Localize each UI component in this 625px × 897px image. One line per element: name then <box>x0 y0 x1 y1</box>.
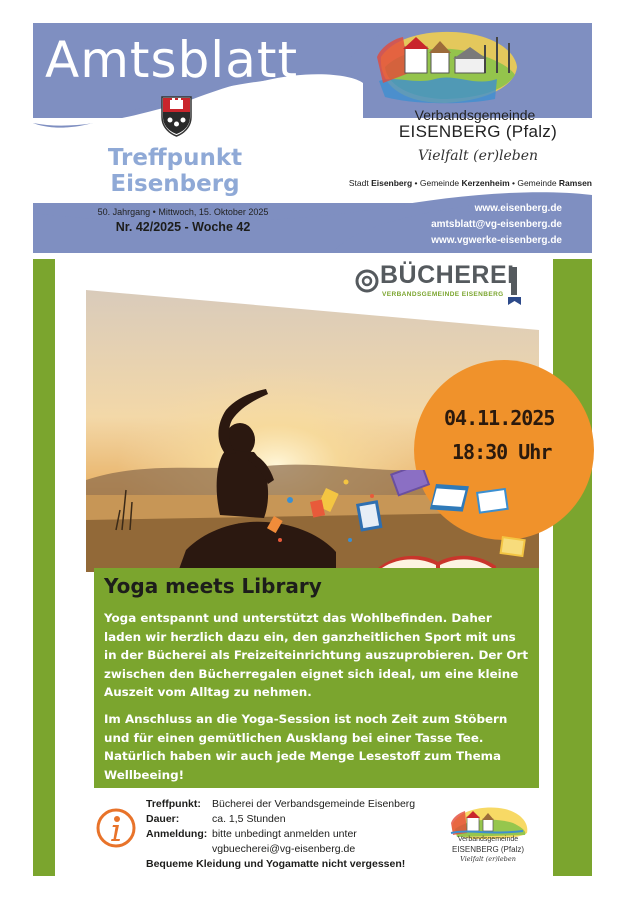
signup-label: Anmeldung: <box>146 828 208 840</box>
small-logo-slogan: Vielfalt (er)leben <box>460 855 516 863</box>
email-link[interactable]: amtsblatt@vg-eisenberg.de <box>431 219 562 230</box>
signup-value: bitte unbedingt anmelden unter <box>212 828 357 840</box>
vgwerke-link[interactable]: www.vgwerke-eisenberg.de <box>431 235 562 246</box>
event-time: 18:30 Uhr <box>452 440 552 464</box>
vg-slogan: Vielfalt (er)leben <box>417 148 539 164</box>
event-title: Yoga meets Library <box>104 574 322 598</box>
municipality-name: Kerzenheim <box>461 178 510 188</box>
vg-name-line-2: EISENBERG (Pfalz) <box>398 122 558 141</box>
municipality-name: Eisenberg <box>371 178 413 188</box>
municipality-prefix: • Gemeinde <box>509 178 559 188</box>
library-subtitle: VERBANDSGEMEINDE EISENBERG <box>382 291 504 298</box>
duration-value: ca. 1,5 Stunden <box>212 813 286 825</box>
duration-label: Dauer: <box>146 813 180 825</box>
masthead-title: Amtsblatt <box>45 31 299 89</box>
section-title-line-1: Treffpunkt <box>107 145 243 171</box>
municipality-name: Ramsen <box>558 178 592 188</box>
event-description-paragraph-2: Im Anschluss an die Yoga-Session ist noch Zeit zum Stöbern und für einen gemütlichen Ausklang bei einer Tasse Tee. Natürlich haben wir auch jede Menge Lesestoff zum Thema Wellbeeing! <box>104 712 508 782</box>
place-label: Treffpunkt: <box>146 798 201 810</box>
issue-meta: 50. Jahrgang • Mittwoch, 15. Oktober 2025 <box>97 207 269 217</box>
municipality-prefix: Stadt <box>348 178 372 188</box>
place-value: Bücherei der Verbandsgemeinde Eisenberg <box>212 798 416 810</box>
masthead-header <box>33 23 592 253</box>
vg-name-line-1: Verbandsgemeinde <box>414 107 536 123</box>
section-title <box>95 145 255 197</box>
small-logo-name-line-2: EISENBERG (Pfalz) <box>451 845 524 854</box>
signup-email[interactable]: vgbuecherei@vg-eisenberg.de <box>212 843 356 855</box>
closing-note: Bequeme Kleidung und Yogamatte nicht vergessen! <box>146 858 406 870</box>
issue-number: Nr. 42/2025 - Woche 42 <box>115 220 251 234</box>
coat-of-arms-icon <box>160 95 193 137</box>
event-description-paragraph-1: Yoga entspannt und unterstützt das Wohlbefinden. Daher laden wir herzlich dazu ein, den ganzheitlichen Sport mit uns in der Bücherei als Freizeiteinrichtung auszuprobieren. Der Ort zwischen den Bücherregalen eignet sich ideal, um eine kleine Auszeit vom Alltag zu nehmen. <box>104 611 529 699</box>
municipality-prefix: • Gemeinde <box>412 178 462 188</box>
info-icon <box>96 808 136 848</box>
municipalities-line <box>329 178 592 188</box>
small-logo-name-line-1: Verbandsgemeinde <box>457 836 519 843</box>
vg-eisenberg-logo-art <box>375 27 521 107</box>
website-link[interactable]: www.eisenberg.de <box>474 203 562 214</box>
event-date: 04.11.2025 <box>444 406 555 430</box>
section-title-line-2: Eisenberg <box>110 171 240 197</box>
library-name: BÜCHEREI <box>380 261 515 289</box>
